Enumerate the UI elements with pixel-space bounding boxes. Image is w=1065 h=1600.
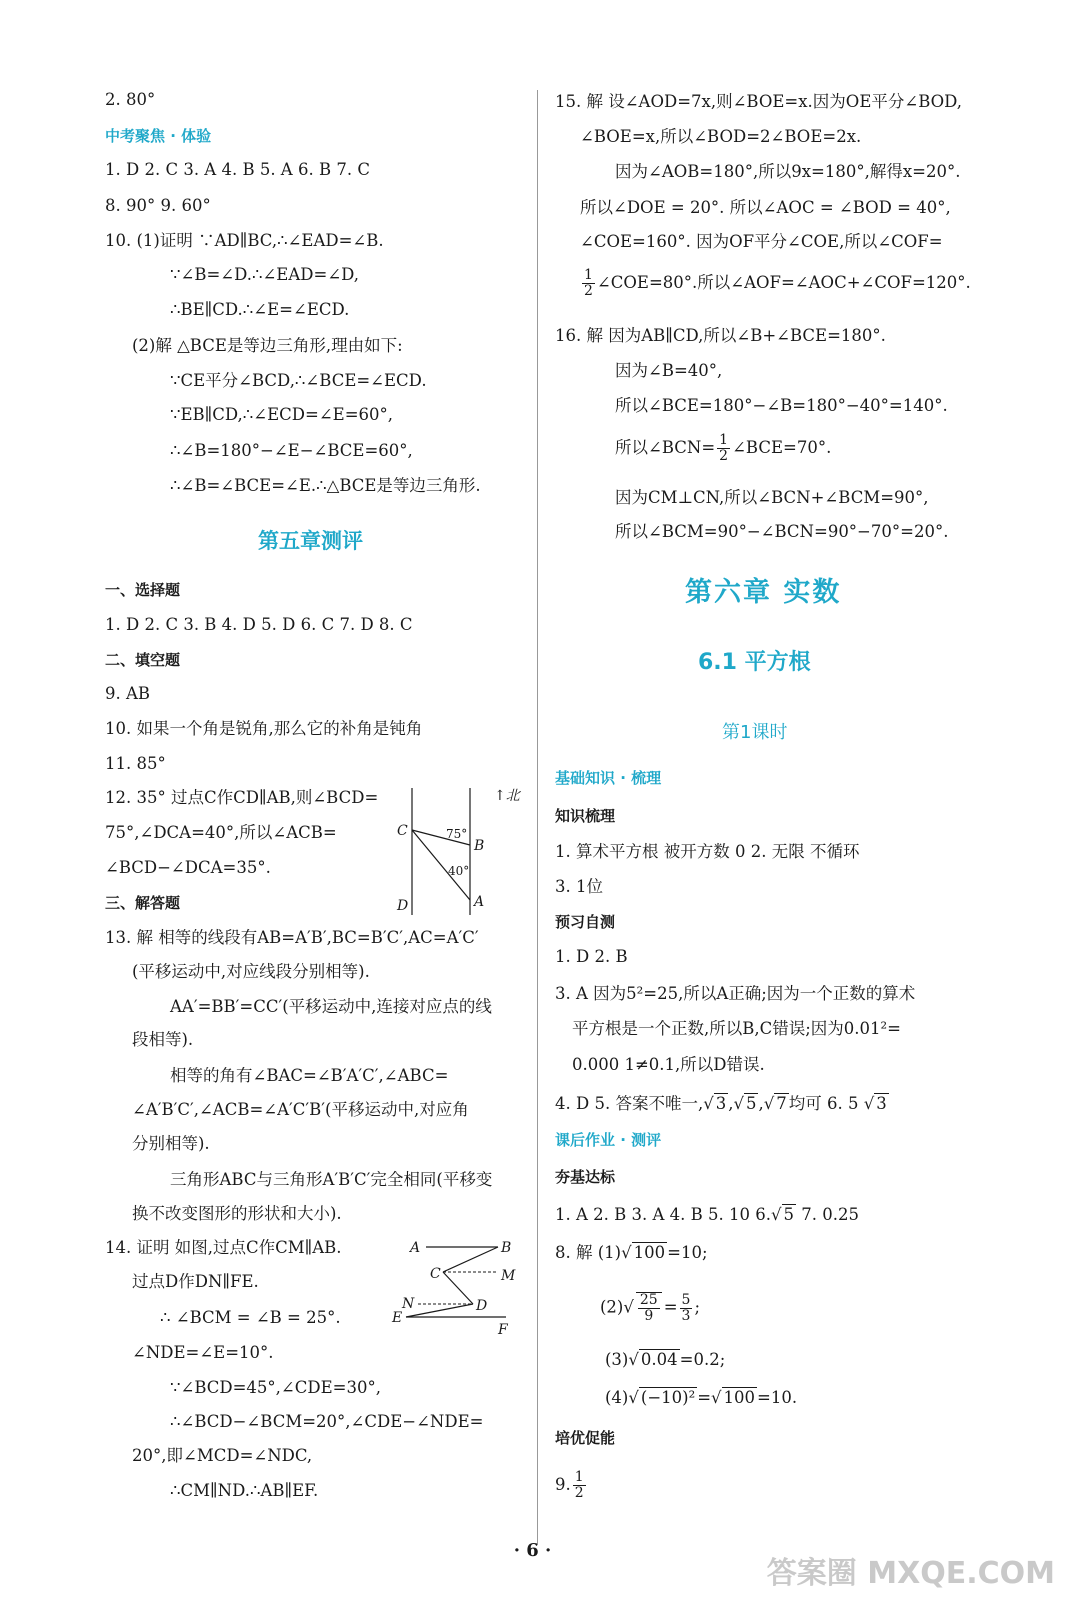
fraction xyxy=(717,433,730,464)
fig14-segment-cd xyxy=(443,1272,473,1304)
answer-line: 所以∠DOE = 20°. 所以∠AOC = ∠BOD = 40°, xyxy=(580,198,951,217)
point-label-m: M xyxy=(501,1268,516,1284)
answer-line: ∵∠B=∠D.∴∠EAD=∠D, xyxy=(170,265,360,284)
point-label-b: B xyxy=(501,1240,512,1256)
answer-text: =0.2; xyxy=(679,1350,726,1369)
answer-line: ∴∠B=∠BCE=∠E.∴△BCE是等边三角形. xyxy=(170,476,481,495)
fraction-denominator: 2 xyxy=(574,1485,584,1501)
answer-line: 平方根是一个正数,所以B,C错误;因为0.01²= xyxy=(572,1019,901,1038)
answer-line: 0.000 1≠0.1,所以D错误. xyxy=(572,1055,765,1074)
fraction-denominator: 2 xyxy=(719,448,729,464)
section-heading: 中考聚焦 · 体验 xyxy=(105,127,212,145)
watermark: 答案圈 MXQE.COM xyxy=(766,1556,1055,1591)
point-label-a: A xyxy=(410,1240,421,1256)
answer-line: 三角形ABC与三角形A′B′C′完全相同(平移变 xyxy=(170,1170,493,1189)
answer-text: 1. A 2. B 3. A 4. B 5. 10 6. xyxy=(555,1205,771,1224)
answer-line: 13. 解 相等的线段有AB=A′B′,BC=B′C′,AC=A′C′ xyxy=(105,928,479,947)
subsection-heading: 夯基达标 xyxy=(555,1168,616,1186)
answer-line: ∴∠B=180°−∠E−∠BCE=60°, xyxy=(170,441,413,460)
answer-line: 1. 算术平方根 被开方数 0 2. 无限 不循环 xyxy=(555,842,860,861)
fraction-numerator: 1 xyxy=(719,432,729,448)
answer-line: (3)√ 0.04 =0.2; xyxy=(605,1350,726,1369)
answer-line: 1. D 2. C 3. B 4. D 5. D 6. C 7. D 8. C xyxy=(105,615,413,634)
subsection-heading: 知识梳理 xyxy=(555,807,616,825)
section-heading: 三、解答题 xyxy=(105,894,181,912)
answer-line: ∠A′B′C′,∠ACB=∠A′C′B′(平移运动中,对应角 xyxy=(132,1100,469,1119)
answer-line: ∴BE∥CD.∴∠E=∠ECD. xyxy=(170,300,350,319)
section-heading: 二、填空题 xyxy=(105,651,181,669)
fraction xyxy=(582,268,595,299)
answer-line: 1. D 2. C 3. A 4. B 5. A 6. B 7. C xyxy=(105,160,370,179)
sqrt-radicand: 100 xyxy=(633,1243,666,1262)
north-arrow-label: ↑北 xyxy=(494,788,520,804)
answer-line: 8. 解 (1)√ 100 =10; xyxy=(555,1243,708,1262)
answer-line: 因为∠AOB=180°,所以9x=180°,解得x=20°. xyxy=(615,162,961,181)
figure-q14 xyxy=(388,1232,528,1342)
answer-line: 75°,∠DCA=40°,所以∠ACB= xyxy=(105,823,337,842)
fraction-numerator: 1 xyxy=(574,1469,584,1485)
sqrt-radicand: 0.04 xyxy=(640,1350,678,1369)
sqrt-radicand: 100 xyxy=(723,1388,756,1407)
answer-line: 所以∠BCE=180°−∠B=180°−40°=140°. xyxy=(615,396,948,415)
answer-line: 因为∠B=40°, xyxy=(615,361,723,380)
answer-line: 16. 解 因为AB∥CD,所以∠B+∠BCE=180°. xyxy=(555,326,886,345)
angle-label-75: 75° xyxy=(446,827,468,841)
answer-line: 1. A 2. B 3. A 4. B 5. 10 6.√ 5 7. 0.25 xyxy=(555,1205,859,1224)
point-label-c: C xyxy=(430,1266,441,1282)
answer-line: ∵CE平分∠BCD,∴∠BCE=∠ECD. xyxy=(170,371,427,390)
answer-text: = xyxy=(663,1297,678,1317)
answer-line: ∴ ∠BCM = ∠B = 25°. xyxy=(160,1308,341,1327)
answer-line: 8. 90° 9. 60° xyxy=(105,196,211,215)
lesson-title: 第1课时 xyxy=(722,722,788,743)
answer-text: 8. 解 (1) xyxy=(555,1243,622,1262)
section-heading: 基础知识 · 梳理 xyxy=(555,769,662,787)
sqrt-radicand: (−10)² xyxy=(640,1388,696,1407)
sqrt-radicand: 3 xyxy=(715,1094,727,1113)
answer-line xyxy=(580,268,971,299)
answer-line: ∠COE=160°. 因为OF平分∠COE,所以∠COF= xyxy=(580,232,943,251)
fraction-denominator: 2 xyxy=(584,283,593,299)
section-title: 6.1 平方根 xyxy=(698,650,811,675)
answer-line: ∴∠BCD−∠BCM=20°,∠CDE−∠NDE= xyxy=(170,1412,484,1431)
fraction xyxy=(573,1470,586,1501)
answer-line: AA′=BB′=CC′(平移运动中,连接对应点的线 xyxy=(170,997,492,1016)
answer-line: 所以∠BCM=90°−∠BCN=90°−70°=20°. xyxy=(615,522,949,541)
point-label-f: F xyxy=(498,1322,508,1338)
fraction-numerator: 5 xyxy=(681,1291,691,1308)
point-label-b: B xyxy=(474,838,485,854)
answer-line: 12. 35° 过点C作CD∥AB,则∠BCD= xyxy=(105,788,379,807)
fraction-denominator: 3 xyxy=(681,1307,691,1324)
answer-line: ∠NDE=∠E=10°. xyxy=(132,1343,274,1362)
fraction-numerator: 25 xyxy=(639,1292,658,1308)
fraction xyxy=(636,1292,662,1324)
answer-line: 相等的角有∠BAC=∠B′A′C′,∠ABC= xyxy=(170,1066,449,1085)
section-heading: 课后作业 · 测评 xyxy=(555,1131,662,1149)
answer-line: 分别相等). xyxy=(132,1134,210,1153)
subsection-heading: 培优促能 xyxy=(555,1429,616,1447)
fig14-segment-bc xyxy=(443,1247,498,1272)
answer-text: 4. D 5. 答案不唯一, xyxy=(555,1094,704,1113)
answer-text: ∠BCE=70°. xyxy=(732,438,832,457)
answer-line: 4. D 5. 答案不唯一,√ 3 ,√ 5 ,√ 7 均可 6. 5 √ 3 xyxy=(555,1094,887,1113)
page-number: · 6 · xyxy=(513,1540,552,1561)
answer-line: 段相等). xyxy=(132,1030,194,1049)
answer-line: (2)√ $\frac{25}{9}$ = $\frac{5}{3}$ ; xyxy=(600,1291,701,1324)
answer-line: 10. (1)证明 ∵AD∥BC,∴∠EAD=∠B. xyxy=(105,231,384,250)
answer-line: 20°,即∠MCD=∠NDC, xyxy=(132,1446,313,1465)
chapter-heading: 第六章 实数 xyxy=(685,577,842,608)
answer-text: 7. 0.25 xyxy=(796,1205,859,1224)
sqrt-radicand: 7 xyxy=(776,1094,787,1113)
answer-text: ∠COE=80°.所以∠AOF=∠AOC+∠COF=120°. xyxy=(596,273,971,292)
sqrt-radicand: 5 xyxy=(783,1205,794,1224)
answer-line: 9. AB xyxy=(105,684,151,703)
answer-line: ∠BOE=x,所以∠BOD=2∠BOE=2x. xyxy=(580,127,862,146)
answer-line xyxy=(615,433,831,464)
answer-line: ∴CM∥ND.∴AB∥EF. xyxy=(170,1481,319,1500)
answer-line xyxy=(555,1470,588,1501)
answer-line: 3. A 因为5²=25,所以A正确;因为一个正数的算术 xyxy=(555,984,916,1003)
answer-line: (2)解 △BCE是等边三角形,理由如下: xyxy=(132,336,403,355)
answer-line: 14. 证明 如图,过点C作CM∥AB. xyxy=(105,1238,342,1257)
answer-text: 所以∠BCN= xyxy=(615,438,716,457)
answer-line: 换不改变图形的形状和大小). xyxy=(132,1204,342,1223)
subsection-heading: 预习自测 xyxy=(555,913,616,931)
fig14-segment-de xyxy=(406,1304,473,1317)
answer-line: 因为CM⊥CN,所以∠BCN+∠BCM=90°, xyxy=(615,488,929,507)
answer-text: 均可 6. 5 xyxy=(788,1094,864,1113)
answer-text: (4) xyxy=(605,1388,629,1407)
answer-text: =10. xyxy=(757,1388,798,1407)
column-divider xyxy=(537,90,538,1545)
section-heading: 一、选择题 xyxy=(105,581,181,599)
point-label-d: D xyxy=(397,898,409,914)
answer-line: 2. 80° xyxy=(105,90,156,109)
point-label-d: D xyxy=(476,1298,488,1314)
answer-line: 11. 85° xyxy=(105,754,166,773)
answer-text: = xyxy=(697,1388,712,1407)
answer-text: =10; xyxy=(667,1243,708,1262)
answer-line: 15. 解 设∠AOD=7x,则∠BOE=x.因为OE平分∠BOD, xyxy=(555,92,963,111)
point-label-a: A xyxy=(474,894,485,910)
point-label-e: E xyxy=(392,1310,403,1326)
figure-q12 xyxy=(390,780,525,920)
answer-line: 3. 1位 xyxy=(555,877,603,896)
answer-line: ∵∠BCD=45°,∠CDE=30°, xyxy=(170,1378,381,1397)
answer-line: ∵EB∥CD,∴∠ECD=∠E=60°, xyxy=(170,405,394,424)
fraction-numerator: 1 xyxy=(584,267,593,283)
answer-line: 10. 如果一个角是锐角,那么它的补角是钝角 xyxy=(105,719,423,738)
answer-text: (3) xyxy=(605,1350,629,1369)
answer-text: 9. xyxy=(555,1475,571,1494)
fraction-denominator: 9 xyxy=(644,1308,654,1324)
answer-line: (平移运动中,对应线段分别相等). xyxy=(132,962,370,981)
fraction xyxy=(680,1293,693,1324)
answer-line: 过点D作DN∥FE. xyxy=(132,1272,259,1291)
sqrt-radicand: 5 xyxy=(745,1094,757,1113)
answer-line: 1. D 2. B xyxy=(555,947,628,966)
angle-label-40: 40° xyxy=(448,864,470,878)
point-label-n: N xyxy=(402,1296,415,1312)
answer-text: (2) xyxy=(600,1297,624,1317)
sqrt-radicand: 3 xyxy=(876,1094,887,1113)
answer-text: ; xyxy=(694,1297,701,1317)
chapter-heading: 第五章测评 xyxy=(258,529,363,553)
point-label-c: C xyxy=(397,823,408,839)
answer-line: (4)√ (−10)² =√ 100 =10. xyxy=(605,1388,798,1407)
answer-line: ∠BCD−∠DCA=35°. xyxy=(105,858,271,877)
